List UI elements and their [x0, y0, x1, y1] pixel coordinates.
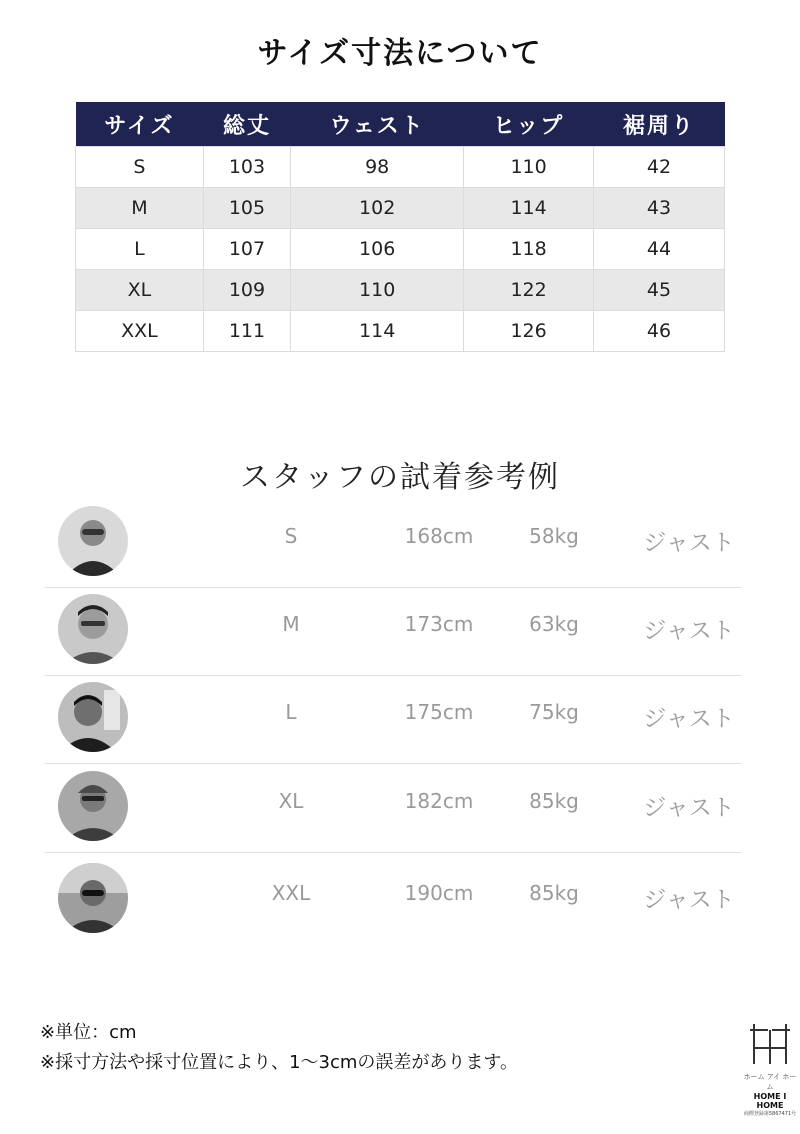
table-cell: L	[76, 229, 204, 270]
table-header: 裾周り	[593, 102, 724, 147]
logo-name: HOME I HOME	[753, 1092, 787, 1110]
table-row	[76, 270, 725, 311]
table-cell: 103	[203, 147, 290, 188]
table-cell: 98	[291, 147, 464, 188]
table-cell: 45	[593, 270, 724, 311]
staff-weight: 58kg	[529, 524, 579, 548]
table-cell: 114	[464, 188, 594, 229]
table-cell: 122	[464, 270, 594, 311]
staff-height: 190cm	[404, 881, 474, 905]
divider	[44, 852, 742, 853]
staff-weight: 85kg	[529, 789, 579, 813]
staff-size: M	[282, 612, 300, 636]
table-cell: XXL	[76, 311, 204, 352]
page-title: サイズ寸法について	[257, 36, 543, 71]
staff-avatar	[58, 594, 128, 664]
staff-section-title: スタッフの試着参考例	[240, 460, 560, 495]
staff-fit: ジャスト	[643, 618, 735, 644]
staff-weight: 75kg	[529, 700, 579, 724]
staff-avatar	[58, 682, 128, 752]
divider	[44, 763, 742, 764]
table-header: サイズ	[76, 102, 204, 147]
staff-size: XXL	[271, 881, 311, 905]
table-header: ヒップ	[464, 102, 594, 147]
table-cell: 126	[464, 311, 594, 352]
table-cell: 109	[203, 270, 290, 311]
home-i-home-logo-icon	[748, 1022, 792, 1066]
staff-row	[44, 500, 742, 588]
table-header-row	[76, 102, 725, 147]
staff-height: 173cm	[404, 612, 474, 636]
staff-height: 175cm	[404, 700, 474, 724]
staff-row	[44, 765, 742, 853]
table-cell: 111	[203, 311, 290, 352]
staff-weight: 85kg	[529, 881, 579, 905]
table-cell: 43	[593, 188, 724, 229]
logo-kana: ホーム アイ ホーム	[743, 1073, 797, 1091]
table-row	[76, 311, 725, 352]
table-cell: M	[76, 188, 204, 229]
staff-fit: ジャスト	[643, 706, 735, 732]
table-cell: 44	[593, 229, 724, 270]
staff-height: 168cm	[404, 524, 474, 548]
staff-fit: ジャスト	[643, 795, 735, 821]
table-row	[76, 188, 725, 229]
table-header: 総丈	[203, 102, 290, 147]
staff-weight: 63kg	[529, 612, 579, 636]
staff-row	[44, 857, 742, 945]
staff-avatar	[58, 506, 128, 576]
table-cell: 107	[203, 229, 290, 270]
measurement-note: ※採寸方法や採寸位置により、1～3cmの誤差があります。	[40, 1052, 518, 1073]
table-cell: XL	[76, 270, 204, 311]
table-cell: 114	[291, 311, 464, 352]
staff-row	[44, 588, 742, 676]
brand-logo	[742, 1022, 798, 1117]
staff-avatar	[58, 771, 128, 841]
logo-trademark: 商標登録第5867471号	[743, 1111, 797, 1117]
staff-size: XL	[278, 789, 304, 813]
table-cell: 106	[291, 229, 464, 270]
table-header: ウェスト	[291, 102, 464, 147]
table-row	[76, 229, 725, 270]
table-cell: 118	[464, 229, 594, 270]
staff-fit: ジャスト	[643, 530, 735, 556]
table-cell: S	[76, 147, 204, 188]
table-cell: 102	[291, 188, 464, 229]
table-cell: 42	[593, 147, 724, 188]
table-row	[76, 147, 725, 188]
staff-avatar	[58, 863, 128, 933]
staff-height: 182cm	[404, 789, 474, 813]
unit-note: ※単位：cm	[40, 1022, 137, 1043]
table-cell: 110	[291, 270, 464, 311]
staff-row	[44, 676, 742, 764]
staff-size: S	[284, 524, 298, 548]
staff-size: L	[285, 700, 297, 724]
staff-fit: ジャスト	[643, 887, 735, 913]
table-cell: 46	[593, 311, 724, 352]
table-cell: 110	[464, 147, 594, 188]
size-table	[75, 102, 725, 352]
table-cell: 105	[203, 188, 290, 229]
